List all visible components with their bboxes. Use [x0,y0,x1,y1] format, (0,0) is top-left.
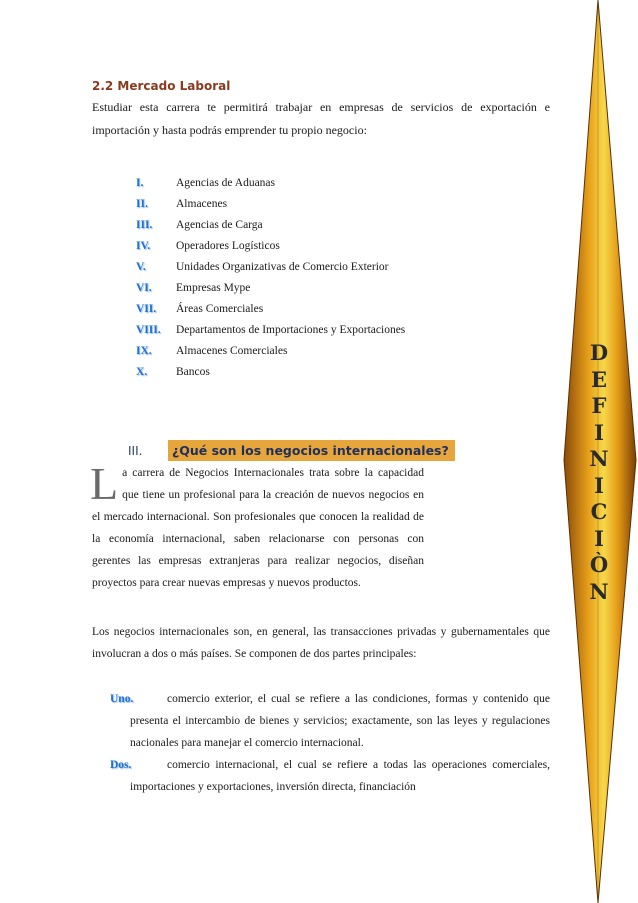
list-number: V. [136,260,146,273]
section-heading: 2.2 Mercado Laboral [92,79,231,93]
list-number: VII. [136,302,157,315]
banner-letter: D [589,340,609,365]
subheading [128,440,455,461]
list-item [136,319,405,340]
intro-paragraph: Estudiar esta carrera te permitirá trabajar en empresas de servicios de exportación e importación y hasta podrás emprender tu propio negocio: [92,100,550,137]
banner-word [586,340,612,605]
list-number: I. [136,176,144,189]
list-text: Agencias de Aduanas [176,176,275,189]
list-text: Unidades Organizativas de Comercio Exterior [176,260,389,273]
list-number: IX. [136,344,152,357]
list-item [136,214,405,235]
list-item [136,361,405,382]
part-text: comercio exterior, el cual se refiere a las condiciones, formas y contenido que presenta el intercambio de bienes y servicios; exactamente, son las leyes y regulaciones nacionales para manejar el comercio internacional. [130,693,550,749]
list-text: Áreas Comerciales [176,302,264,315]
list-text: Almacenes Comerciales [176,344,288,357]
drop-cap: L [90,458,119,509]
banner-letter: I [594,419,604,445]
list-number: IV. [136,239,151,252]
list-text: Empresas Mype [176,281,251,294]
list-text: Almacenes [176,197,228,210]
banner-letter: E [590,366,607,392]
list-number: VI. [136,281,152,294]
subheading-title: ¿Qué son los negocios internacionales? [168,440,455,461]
list-item [136,235,405,256]
part-item [110,688,550,754]
banner-letter: F [591,393,607,418]
list-text: Departamentos de Importaciones y Exportaciones [176,323,406,336]
list-item [136,193,405,214]
banner-letter: C [590,499,608,524]
part-label: Uno. [110,693,134,705]
banner-letter: N [589,446,609,471]
list-text: Operadores Logísticos [176,239,280,252]
parts-list [110,688,550,798]
banner-letter: Ò [589,552,609,577]
dropcap-paragraph-text: a carrera de Negocios Internacionales trata sobre la capacidad que tiene un profesional para la creación de nuevos negocios en el mercado internacional. Son profesionales que conocen la realidad de la economía internacional, saben relacionarse con personas con gerentes las empresas extranjeras para realizar negocios, diseñan proyectos para crear nuevas empresas y nuevos productos. [92,467,424,589]
part-text: comercio internacional, el cual se refiere a todas las operaciones comerciales, importaciones y exportaciones, inversión directa, financiación [130,759,550,793]
list-item [136,172,405,193]
dropcap-paragraph [90,458,424,594]
part-label: Dos. [110,759,132,771]
employment-list [136,172,405,382]
subheading-number: III. [128,443,143,458]
list-item [136,298,405,319]
list-text: Bancos [176,365,210,378]
list-number: II. [136,197,148,210]
list-number: III. [136,218,153,231]
list-text: Agencias de Carga [176,218,263,231]
list-item [136,256,405,277]
banner-letter: I [594,525,604,551]
part-item [110,754,550,798]
definition-paragraph: Los negocios internacionales son, en general, las transacciones privadas y gubernamentales que involucran a dos o más países. Se componen de dos partes principales: [92,626,550,660]
banner-letter: I [594,472,604,498]
list-number: X. [136,365,148,378]
list-number: VIII. [136,323,161,336]
banner-letter: N [589,578,609,604]
list-item [136,340,405,361]
list-item [136,277,405,298]
